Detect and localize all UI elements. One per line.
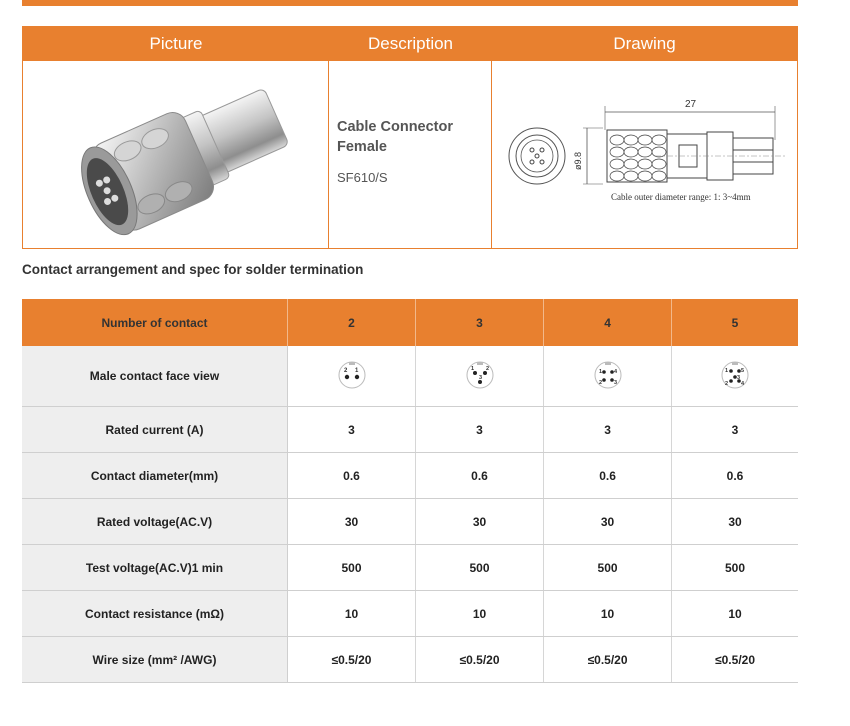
spec-row-wire-size (22, 637, 798, 683)
spec-table (22, 299, 798, 683)
pin-label: 1 (725, 367, 729, 374)
pin-layout-4-icon (593, 360, 623, 390)
cell-value: 500 (672, 545, 798, 591)
cell-value: 500 (544, 545, 672, 591)
row-label: Contact resistance (mΩ) (22, 591, 288, 637)
pin-label: 1 (354, 367, 358, 374)
technical-drawing (495, 90, 795, 220)
face-view-2-pin (288, 346, 416, 407)
header-picture: Picture (149, 34, 203, 53)
cell-value: 0.6 (672, 453, 798, 499)
product-description-cell (329, 61, 492, 248)
length-dimension: 27 (684, 98, 696, 110)
pin-label: 1 (598, 368, 602, 375)
product-name: Cable Connector Female (337, 119, 454, 155)
cell-value: 0.6 (288, 453, 416, 499)
pin-layout-5-icon (720, 360, 750, 390)
cell-value: 500 (288, 545, 416, 591)
cell-value: ≤0.5/20 (672, 637, 798, 683)
face-view-4-pin (544, 346, 672, 407)
pin-label: 2 (343, 367, 347, 374)
row-label: Test voltage(AC.V)1 min (22, 545, 288, 591)
cell-value: 0.6 (416, 453, 544, 499)
pin-layout-3-icon (465, 360, 495, 390)
cell-value: 3 (288, 407, 416, 453)
product-model: SF610/S (337, 170, 388, 185)
pin-label: 3 (613, 379, 617, 386)
header-description: Description (367, 34, 454, 53)
row-label: Wire size (mm² /AWG) (22, 637, 288, 683)
cell-value: 30 (544, 499, 672, 545)
pin-label: 1 (470, 365, 474, 372)
top-accent-bar (22, 0, 798, 6)
spec-row-rated-voltage (22, 499, 798, 545)
row-label: Contact diameter(mm) (22, 453, 288, 499)
header-col-5: 5 (672, 299, 798, 346)
cell-value: 10 (672, 591, 798, 637)
header-col-4: 4 (544, 299, 672, 346)
product-drawing-cell (492, 61, 797, 248)
pin-label: 4 (613, 368, 617, 375)
cell-value: ≤0.5/20 (288, 637, 416, 683)
cell-value: 30 (416, 499, 544, 545)
header-number-of-contact: Number of contact (22, 299, 288, 346)
spec-header-row (22, 299, 798, 346)
cell-value: 500 (416, 545, 544, 591)
cell-value: 10 (544, 591, 672, 637)
pin-label: 5 (741, 367, 745, 374)
cell-value: 3 (416, 407, 544, 453)
spec-row-contact-resistance (22, 591, 798, 637)
header-drawing: Drawing (613, 34, 676, 53)
pin-label: 4 (741, 380, 745, 387)
spec-row-rated-current (22, 407, 798, 453)
pin-label: 2 (485, 365, 489, 372)
connector-product-image (41, 70, 311, 240)
row-label: Rated current (A) (22, 407, 288, 453)
header-col-3: 3 (416, 299, 544, 346)
cell-value: 10 (288, 591, 416, 637)
spec-row-contact-diameter (22, 453, 798, 499)
cell-value: ≤0.5/20 (544, 637, 672, 683)
pin-label: 2 (725, 380, 729, 387)
cell-value: 3 (544, 407, 672, 453)
product-table (22, 26, 798, 249)
cell-value: 0.6 (544, 453, 672, 499)
pin-label: 3 (737, 374, 741, 381)
pin-label: 2 (598, 379, 602, 386)
cell-value: 30 (672, 499, 798, 545)
row-label: Rated voltage(AC.V) (22, 499, 288, 545)
face-view-3-pin (416, 346, 544, 407)
cell-value: 3 (672, 407, 798, 453)
face-view-row (22, 346, 798, 407)
spec-row-test-voltage (22, 545, 798, 591)
face-view-5-pin (672, 346, 798, 407)
product-table-header (23, 27, 797, 61)
diameter-dimension: ø9.8 (572, 151, 583, 170)
cell-value: 10 (416, 591, 544, 637)
cell-value: ≤0.5/20 (416, 637, 544, 683)
section-title: Contact arrangement and spec for solder termination (22, 262, 364, 277)
pin-label: 3 (478, 374, 482, 381)
cable-range-note: Cable outer diameter range: 1: 3~4mm (610, 191, 751, 202)
row-label: Male contact face view (22, 346, 288, 407)
pin-layout-2-icon (337, 360, 367, 390)
product-table-body (23, 61, 797, 248)
header-col-2: 2 (288, 299, 416, 346)
cell-value: 30 (288, 499, 416, 545)
product-picture-cell (23, 61, 329, 248)
